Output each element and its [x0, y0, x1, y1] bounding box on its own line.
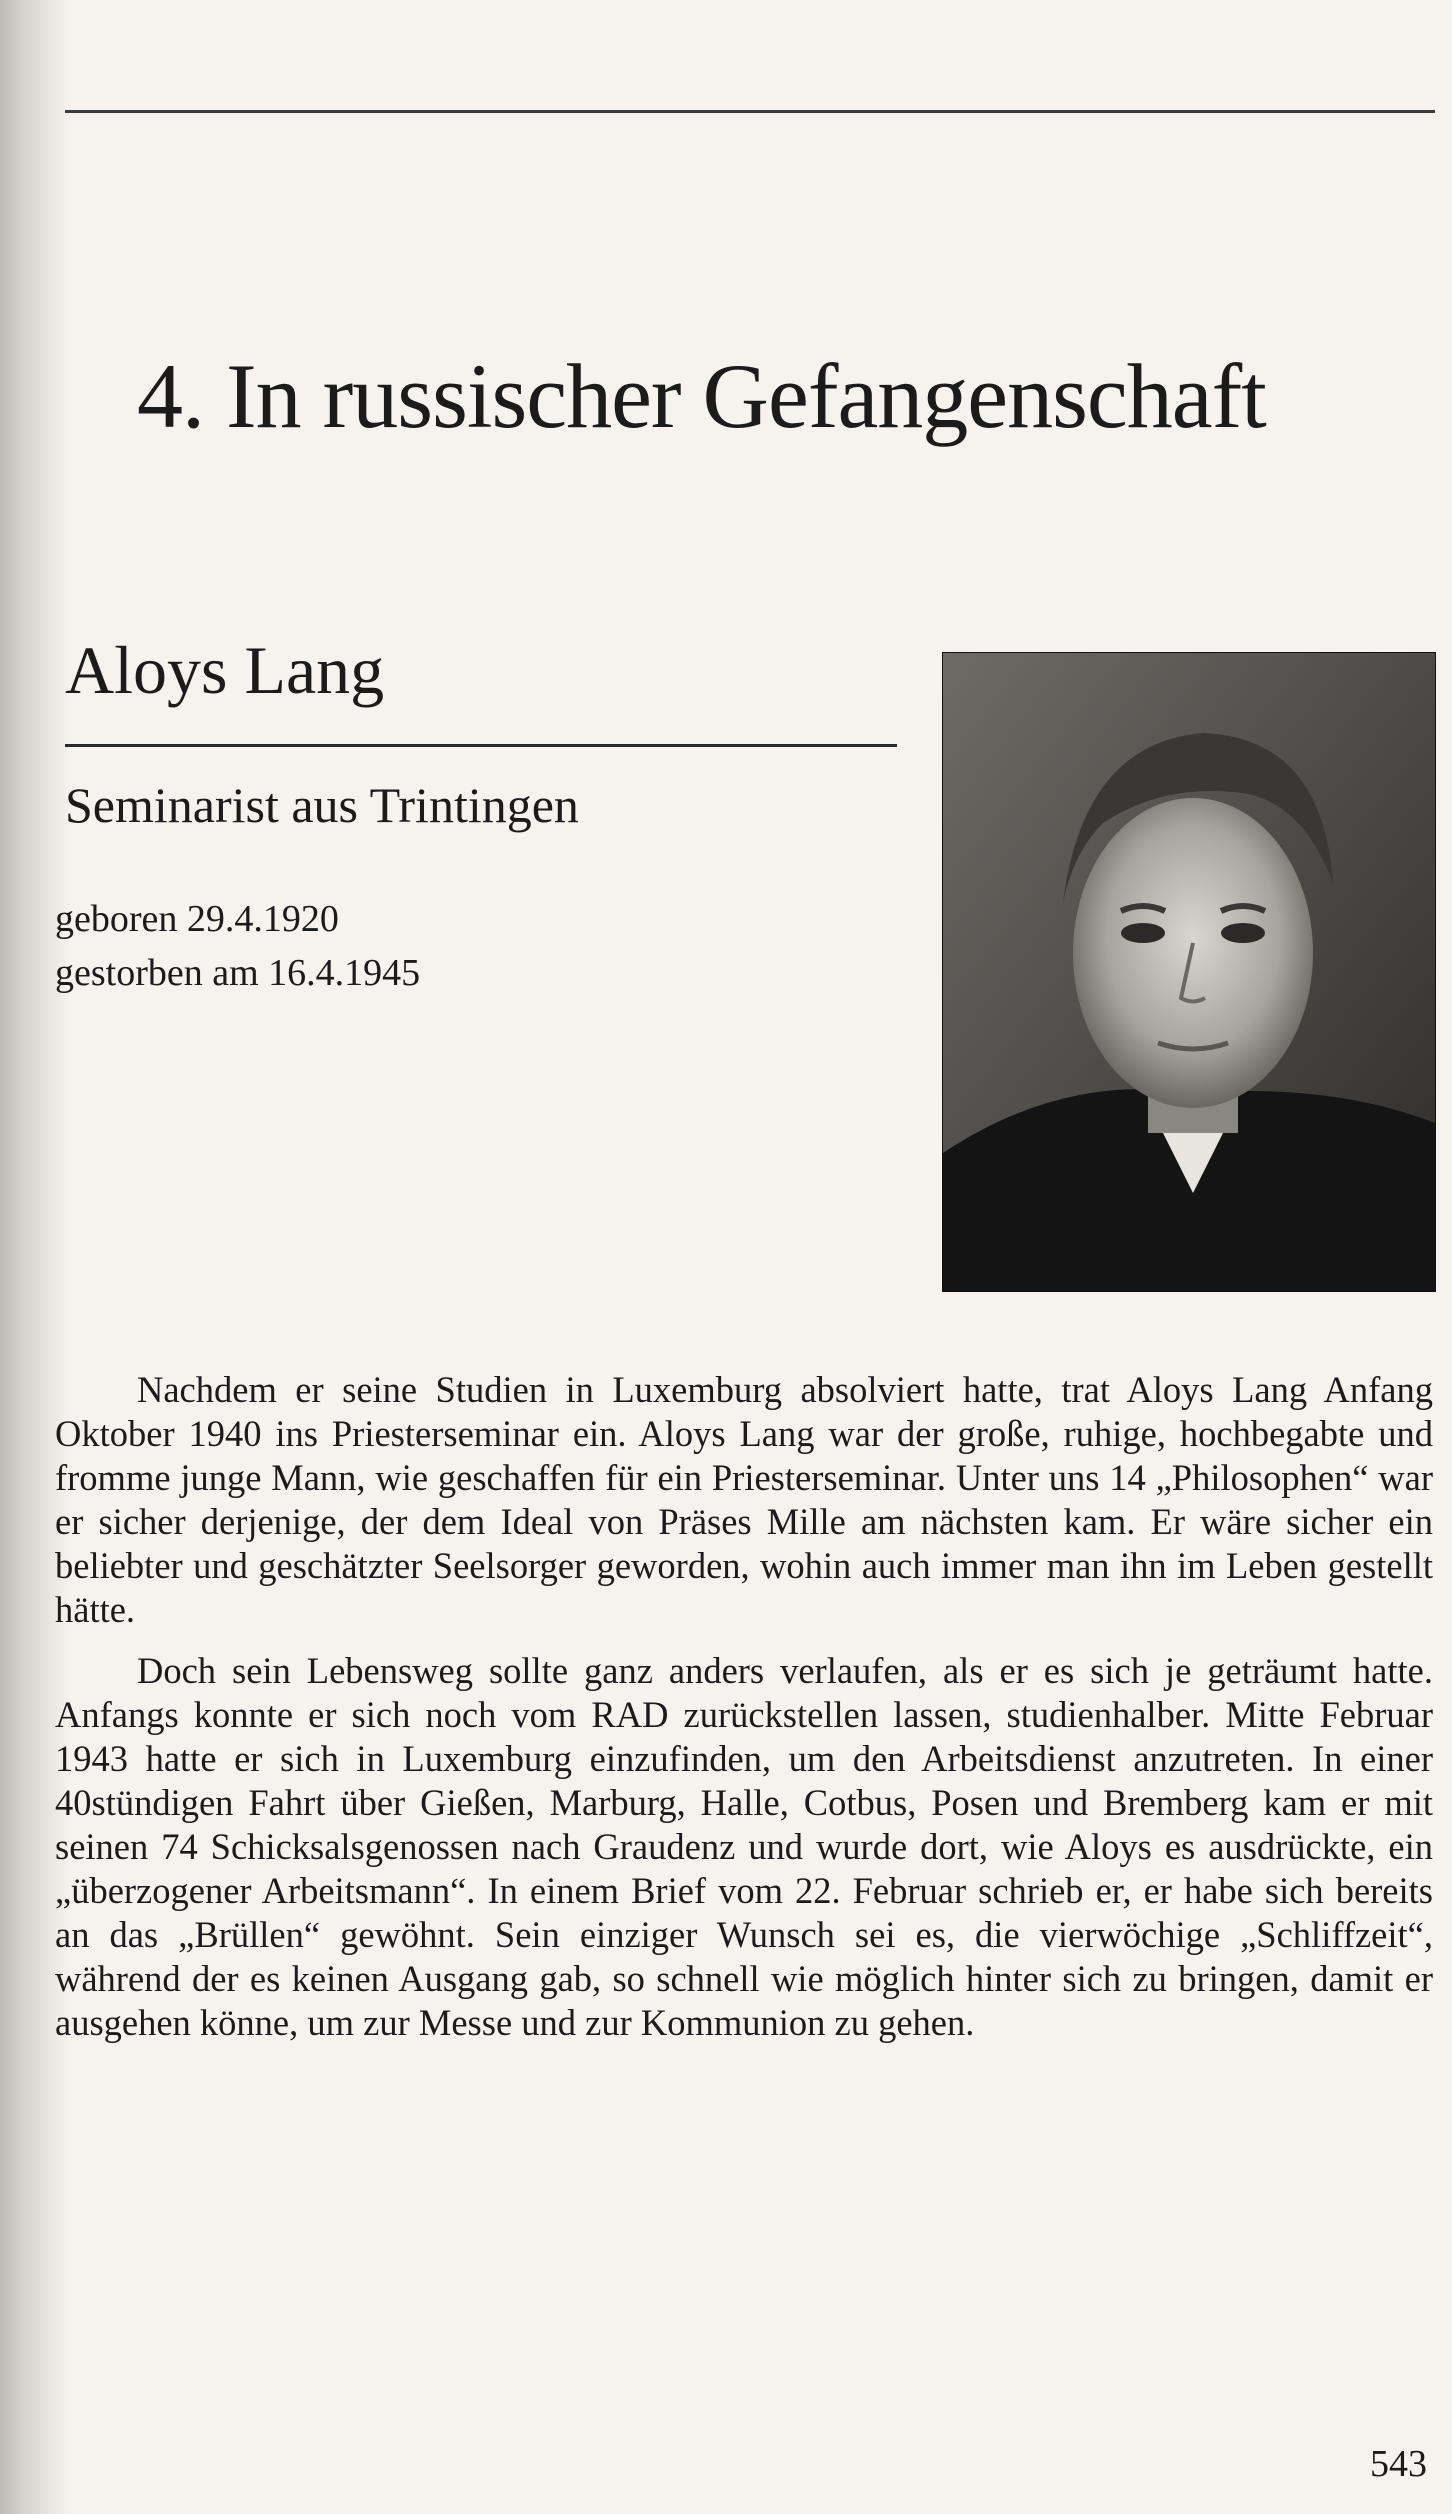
top-rule [65, 110, 1435, 113]
book-gutter-shadow [0, 0, 70, 2514]
portrait-image [943, 653, 1435, 1291]
paragraph-1: Nachdem er seine Studien in Luxemburg absolviert hatte, trat Aloys Lang Anfang Oktober 1940 ins Priesterseminar ein. Aloys Lang war der große, ruhige, hochbegabte und fromme junge Mann, wie geschaffen für ein Priesterseminar. Unter uns 14 „Philosophen“ war er sicher derjenige, der dem Ideal von Präses Mille am nächsten kam. Er wäre sicher ein beliebter und geschätzter Seelsorger geworden, wohin auch immer man ihn im Leben gestellt hätte. [55, 1369, 1433, 1630]
chapter-title: 4. In russischer Gefangenschaft [137, 345, 1266, 447]
life-dates [55, 892, 420, 1000]
death-date: gestorben am 16.4.1945 [55, 952, 421, 994]
name-underline-rule [65, 744, 897, 747]
article-body [55, 1368, 1433, 2062]
person-subtitle: Seminarist aus Trintingen [65, 777, 579, 833]
birth-date: geboren 29.4.1920 [55, 898, 339, 940]
portrait-photo [942, 652, 1436, 1292]
paragraph-2: Doch sein Lebensweg sollte ganz anders verlaufen, als er es sich je geträumt hatte. Anfangs konnte er sich noch vom RAD zurückstellen lassen, studienhalber. Mitte Februar 1943 hatte er sich in Luxemburg einzufinden, um den Arbeitsdienst anzutreten. In einer 40stündigen Fahrt über Gießen, Marburg, Halle, Cotbus, Posen und Bremberg kam er mit seinen 74 Schicksalsgenossen nach Graudenz und wurde dort, wie Aloys es ausdrückte, ein „überzogener Arbeitsmann“. In einem Brief vom 22. Februar schrieb er, er habe sich bereits an das „Brüllen“ gewöhnt. Sein einziger Wunsch sei es, die vierwöchige „Schliffzeit“, während der es keinen Ausgang gab, so schnell wie möglich hinter sich zu bringen, damit er ausgehen könne, um zur Messe und zur Kommunion zu gehen. [55, 1650, 1433, 2043]
page-number: 543 [1370, 2443, 1427, 2485]
person-name: Aloys Lang [65, 632, 385, 708]
